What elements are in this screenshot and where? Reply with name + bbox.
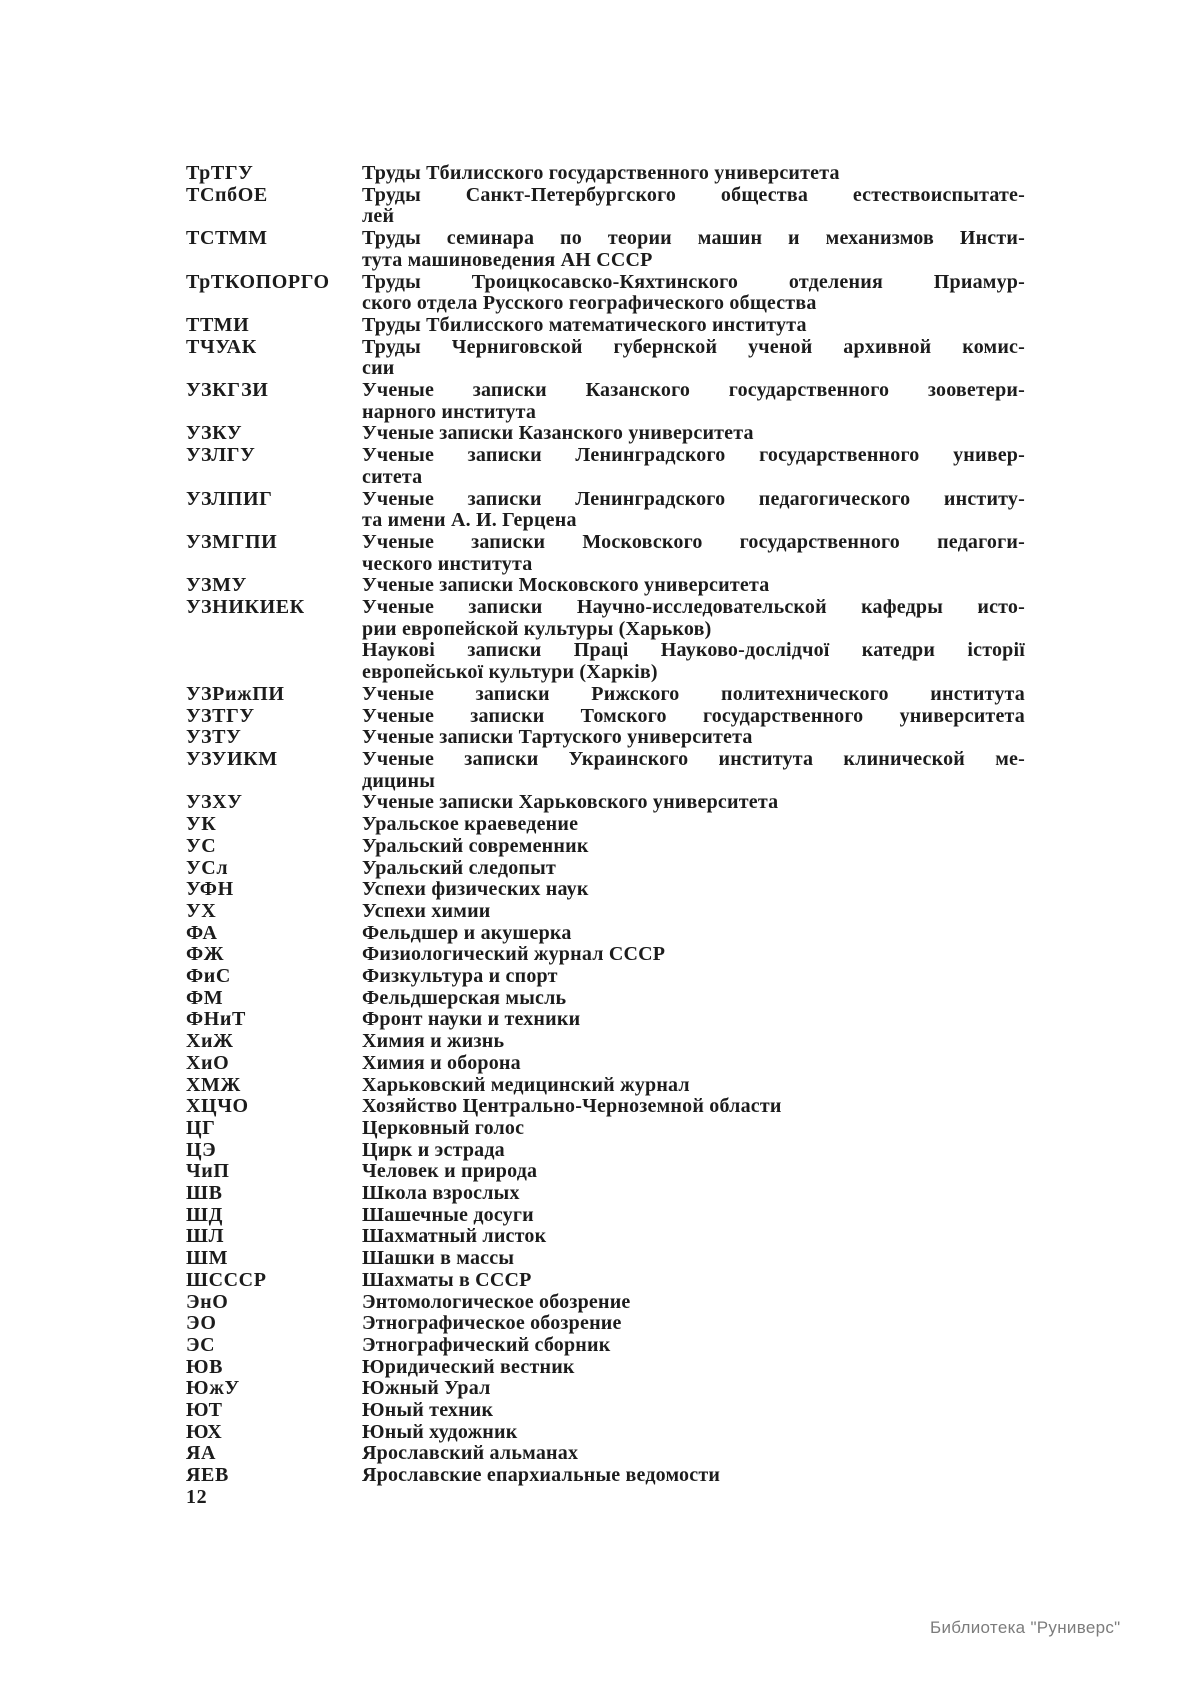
definition-line: Цирк и эстрада [362, 1138, 505, 1161]
abbr-cell: ШЛ [186, 1225, 225, 1248]
table-row [186, 597, 1028, 684]
abbr-cell: УЗКУ [186, 422, 243, 445]
definition-cell [362, 814, 1025, 836]
definition-cell [362, 923, 1025, 945]
table-row [186, 1422, 1028, 1444]
definition-cell [362, 1378, 1025, 1400]
table-row [186, 1357, 1028, 1379]
abbr-cell: ЧиП [186, 1160, 230, 1183]
table-row [186, 1292, 1028, 1314]
definition-line: Уральское краеведение [362, 813, 579, 836]
table-row [186, 814, 1028, 836]
table-row [186, 228, 1028, 271]
definition-cell [362, 1357, 1025, 1379]
definition-line: Ученые записки Ленинградского государственного универ- [362, 444, 1025, 467]
definition-line: Южный Урал [362, 1377, 491, 1400]
definition-line: Этнографический сборник [362, 1333, 611, 1356]
definition-line: Хозяйство Центрально-Черноземной области [362, 1095, 782, 1118]
table-row [186, 1465, 1028, 1487]
abbr-cell: УЗМУ [186, 574, 247, 597]
abbr-cell: ШД [186, 1203, 223, 1226]
definition-line: сии [362, 357, 395, 380]
table-row [186, 836, 1028, 858]
table-row [186, 1118, 1028, 1140]
abbr-cell: ШСССР [186, 1268, 267, 1291]
definition-cell [362, 1183, 1025, 1205]
definition-line: рии европейской культуры (Харьков) [362, 617, 712, 640]
table-row [186, 1313, 1028, 1335]
table-row [186, 1096, 1028, 1118]
definition-cell [362, 1118, 1025, 1140]
table-row [186, 684, 1028, 706]
table-row [186, 315, 1028, 337]
definition-line: Человек и природа [362, 1160, 538, 1183]
definition-cell [362, 1075, 1025, 1097]
definition-line: тута машиноведения АН СССР [362, 248, 653, 271]
definition-line: Труды Тбилисского государственного университета [362, 162, 840, 184]
definition-cell [362, 1096, 1025, 1118]
definition-line: Ученые записки Московского университета [362, 574, 770, 597]
definition-cell [362, 228, 1025, 271]
abbr-cell: УК [186, 813, 217, 836]
definition-cell [362, 185, 1025, 228]
table-row [186, 901, 1028, 923]
definition-line: дицины [362, 769, 436, 792]
abbreviation-list [186, 163, 1028, 1509]
definition-line: Труды семинара по теории машин и механизмов Инсти- [362, 227, 1025, 250]
definition-line: Церковный голос [362, 1116, 525, 1139]
definition-cell [362, 792, 1025, 814]
definition-cell [362, 272, 1025, 315]
definition-cell [362, 1313, 1025, 1335]
definition-cell [362, 858, 1025, 880]
definition-line: Харьковский медицинский журнал [362, 1073, 690, 1096]
table-row [186, 749, 1028, 792]
table-row [186, 1226, 1028, 1248]
abbreviation-rows [186, 163, 1028, 1487]
abbr-cell: УЗЛПИГ [186, 487, 273, 510]
definition-line: Успехи химии [362, 899, 491, 922]
definition-line: Химия и оборона [362, 1051, 521, 1074]
abbr-cell: ТрТГУ [186, 162, 254, 184]
table-row [186, 792, 1028, 814]
abbr-cell: УЗКГЗИ [186, 379, 269, 402]
table-row [186, 1009, 1028, 1031]
definition-line: Ученые записки Казанского государственного зооветери- [362, 379, 1025, 402]
table-row [186, 727, 1028, 749]
table-row [186, 1053, 1028, 1075]
definition-line: Ученые записки Ленинградского педагогического институ- [362, 487, 1025, 510]
table-row [186, 944, 1028, 966]
table-row [186, 1205, 1028, 1227]
abbr-cell: УЗХУ [186, 791, 243, 814]
table-row [186, 337, 1028, 380]
definition-cell [362, 532, 1025, 575]
definition-line: Юный художник [362, 1420, 518, 1443]
definition-cell [362, 966, 1025, 988]
definition-cell [362, 380, 1025, 423]
definition-cell [362, 1465, 1025, 1487]
abbr-cell: УЗТУ [186, 726, 242, 749]
abbr-cell: УСл [186, 856, 229, 879]
definition-cell [362, 1335, 1025, 1357]
definition-cell [362, 1031, 1025, 1053]
definition-line: Фельдшер и акушерка [362, 921, 572, 944]
definition-cell [362, 1009, 1025, 1031]
abbr-cell: ФНиТ [186, 1008, 246, 1031]
definition-cell [362, 944, 1025, 966]
definition-cell [362, 423, 1025, 445]
definition-line: ситета [362, 465, 423, 488]
definition-cell [362, 1226, 1025, 1248]
table-row [186, 1335, 1028, 1357]
table-row [186, 1400, 1028, 1422]
definition-line: Ученые записки Украинского института клинической ме- [362, 747, 1025, 770]
definition-line: Шахматный листок [362, 1225, 547, 1248]
table-row [186, 923, 1028, 945]
table-row [186, 1443, 1028, 1465]
definition-line: Ученые записки Рижского политехнического института [362, 682, 1025, 705]
table-row [186, 858, 1028, 880]
table-row [186, 879, 1028, 901]
definition-line: Уральский следопыт [362, 856, 556, 879]
definition-cell [362, 749, 1025, 792]
watermark: Библиотека "Руниверс" [930, 1618, 1121, 1637]
definition-line: Ученые записки Казанского университета [362, 422, 754, 445]
abbr-cell: ЮВ [186, 1355, 224, 1378]
definition-line: Этнографическое обозрение [362, 1312, 622, 1335]
table-row [186, 1270, 1028, 1292]
abbr-cell: ЯЕВ [186, 1464, 229, 1487]
definition-line: Шашечные досуги [362, 1203, 534, 1226]
abbr-cell: ХЦЧО [186, 1095, 249, 1118]
table-row [186, 532, 1028, 575]
definition-line: ского отдела Русского географического общества [362, 292, 817, 315]
abbr-cell: ЭнО [186, 1290, 229, 1313]
definition-line: Ученые записки Научно-исследовательской кафедры исто- [362, 596, 1025, 619]
abbr-cell: УС [186, 834, 217, 857]
page-number: 12 [186, 1485, 208, 1508]
abbr-cell: УЗРижПИ [186, 682, 285, 705]
abbr-cell: ЦГ [186, 1116, 216, 1139]
table-row [186, 1161, 1028, 1183]
definition-line: Труды Черниговской губернской ученой архивной комис- [362, 335, 1025, 358]
abbr-cell: ШВ [186, 1182, 223, 1205]
definition-cell [362, 597, 1025, 684]
abbr-cell: ФЖ [186, 943, 225, 966]
abbr-cell: ХиО [186, 1051, 230, 1074]
table-row [186, 1183, 1028, 1205]
abbr-cell: ЭО [186, 1312, 217, 1335]
definition-cell [362, 1161, 1025, 1183]
definition-line: Труды Троицкосавско-Кяхтинского отделения Приамур- [362, 270, 1025, 293]
table-row [186, 380, 1028, 423]
definition-line: европейської культури (Харків) [362, 661, 658, 684]
abbr-cell: ХМЖ [186, 1073, 241, 1096]
table-row [186, 706, 1028, 728]
definition-line: Наукові записки Праці Науково-дослідчої катедри історії [362, 639, 1025, 662]
definition-cell [362, 901, 1025, 923]
definition-cell [362, 836, 1025, 858]
table-row [186, 1075, 1028, 1097]
abbr-cell: УЗМГПИ [186, 530, 278, 553]
definition-cell [362, 1292, 1025, 1314]
definition-cell [362, 1205, 1025, 1227]
abbr-cell: ТСпбОЕ [186, 183, 268, 206]
definition-line: та имени А. И. Герцена [362, 509, 577, 532]
definition-cell [362, 489, 1025, 532]
definition-cell [362, 1400, 1025, 1422]
definition-line: Школа взрослых [362, 1182, 520, 1205]
abbr-cell: ЭС [186, 1333, 216, 1356]
abbr-cell: ТСТММ [186, 227, 268, 250]
definition-line: Юридический вестник [362, 1355, 575, 1378]
table-row [186, 423, 1028, 445]
definition-line: Юный техник [362, 1399, 494, 1422]
definition-line: Ученые записки Харьковского университета [362, 791, 779, 814]
definition-line: Ярославские епархиальные ведомости [362, 1464, 721, 1487]
abbr-cell: УЗЛГУ [186, 444, 256, 467]
abbr-cell: ХиЖ [186, 1030, 234, 1053]
abbr-cell: ЯА [186, 1442, 217, 1465]
definition-line: Шахматы в СССР [362, 1268, 532, 1291]
abbr-cell: ЮжУ [186, 1377, 240, 1400]
definition-cell [362, 575, 1025, 597]
definition-cell [362, 988, 1025, 1010]
definition-cell [362, 163, 1025, 185]
abbr-cell: ЦЭ [186, 1138, 217, 1161]
table-row [186, 489, 1028, 532]
abbr-cell: ТТМИ [186, 313, 250, 336]
definition-cell [362, 1053, 1025, 1075]
definition-cell [362, 1270, 1025, 1292]
definition-cell [362, 879, 1025, 901]
definition-line: нарного института [362, 400, 537, 423]
definition-line: Фронт науки и техники [362, 1008, 581, 1031]
abbr-cell: ТрТКОПОРГО [186, 270, 330, 293]
definition-cell [362, 1443, 1025, 1465]
definition-line: ческого института [362, 552, 533, 575]
abbr-cell: ФА [186, 921, 218, 944]
definition-line: Шашки в массы [362, 1247, 515, 1270]
page-number-row [186, 1487, 1028, 1509]
definition-line: Химия и жизнь [362, 1030, 505, 1053]
definition-line: Труды Тбилисского математического института [362, 313, 807, 336]
abbr-cell: ФиС [186, 965, 231, 988]
table-row [186, 185, 1028, 228]
abbr-cell: ШМ [186, 1247, 229, 1270]
definition-line: Ярославский альманах [362, 1442, 579, 1465]
definition-cell [362, 315, 1025, 337]
abbr-cell: УХ [186, 899, 217, 922]
abbr-cell: ЮХ [186, 1420, 223, 1443]
definition-cell [362, 1248, 1025, 1270]
table-row [186, 1248, 1028, 1270]
definition-cell [362, 337, 1025, 380]
table-row [186, 966, 1028, 988]
table-row [186, 445, 1028, 488]
definition-line: Уральский современник [362, 834, 589, 857]
table-row [186, 988, 1028, 1010]
definition-cell [362, 1422, 1025, 1444]
definition-cell [362, 1140, 1025, 1162]
abbr-cell: ТЧУАК [186, 335, 257, 358]
abbr-cell: УФН [186, 878, 234, 901]
definition-cell [362, 445, 1025, 488]
definition-line: Успехи физических наук [362, 878, 589, 901]
table-row [186, 1031, 1028, 1053]
definition-cell [362, 684, 1025, 706]
table-row [186, 575, 1028, 597]
abbr-cell: УЗУИКМ [186, 747, 278, 770]
definition-line: Ученые записки Тартуского университета [362, 726, 753, 749]
table-row [186, 272, 1028, 315]
definition-line: Физкультура и спорт [362, 965, 558, 988]
definition-line: Фельдшерская мысль [362, 986, 567, 1009]
definition-cell [362, 727, 1025, 749]
table-row [186, 1378, 1028, 1400]
definition-line: Физиологический журнал СССР [362, 943, 666, 966]
definition-cell [362, 706, 1025, 728]
definition-line: Энтомологическое обозрение [362, 1290, 631, 1313]
abbr-cell: УЗТГУ [186, 704, 255, 727]
abbr-cell: ЮТ [186, 1399, 223, 1422]
definition-line: Ученые записки Московского государственного педагоги- [362, 530, 1025, 553]
abbr-cell: ФМ [186, 986, 224, 1009]
table-row [186, 163, 1028, 185]
definition-line: лей [362, 205, 395, 228]
table-row [186, 1140, 1028, 1162]
definition-line: Ученые записки Томского государственного университета [362, 704, 1025, 727]
abbr-cell: УЗНИКИЕК [186, 596, 305, 619]
definition-line: Труды Санкт-Петербургского общества естествоиспытате- [362, 183, 1025, 206]
